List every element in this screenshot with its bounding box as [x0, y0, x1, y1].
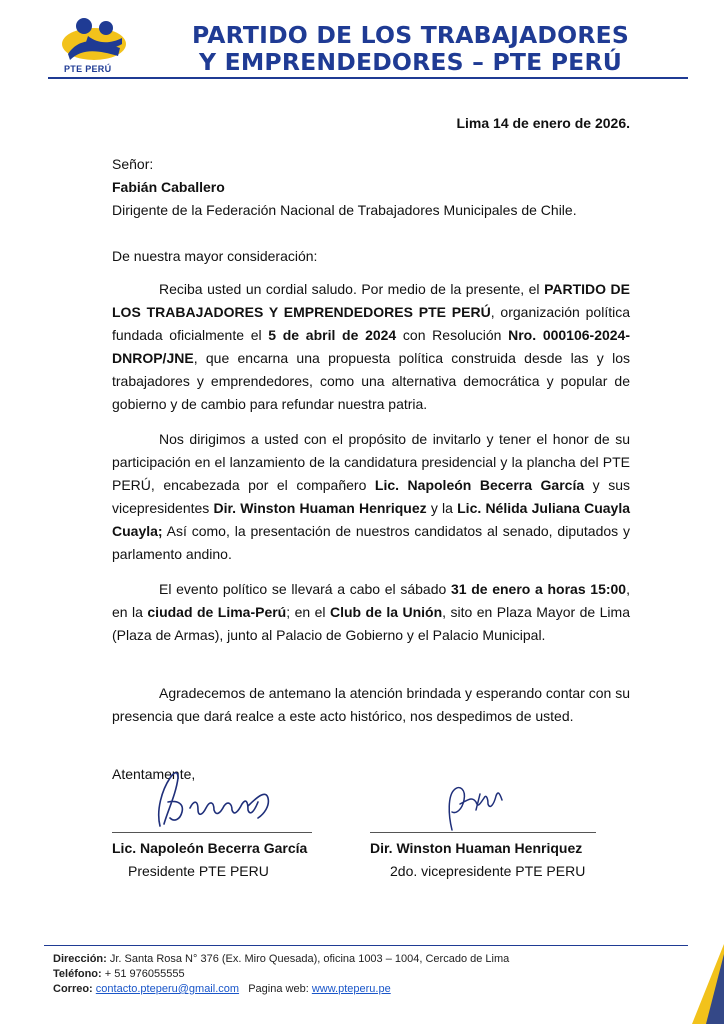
footer-contact	[53, 952, 509, 997]
corner-decoration-icon	[686, 944, 724, 1024]
closing-phrase: Atentamente,	[112, 766, 196, 782]
letter-date: Lima 14 de enero de 2026.	[456, 115, 630, 131]
paragraph-event-details: El evento político se llevará a cabo el sábado 31 de enero a horas 15:00, en la ciudad de Lima-Perú; en el Club de la Unión, sito en Plaza Mayor de Lima (Plaza de Armas), junto al Palacio de Gobierno y el Palacio Municipal.	[112, 581, 630, 643]
handwritten-signature-icon	[98, 760, 318, 840]
paragraph-invitation: Nos dirigimos a usted con el propósito de invitarlo y tener el honor de su participación en el lanzamiento de la candidatura presidencial y la plancha del PTE PERÚ, encabezada por el compañero Lic. Napoleón Becerra García y sus vicepresidentes Dir. Winston Huaman Henriquez y la Lic. Nélida Juliana Cuayla Cuayla; Así como, la presentación de nuestros candidatos al senado, diputados y parlamento andino.	[112, 431, 630, 562]
signature-block-president	[98, 760, 318, 880]
footer-phone: Teléfono: + 51 976055555	[53, 968, 185, 980]
footer-divider	[44, 945, 688, 946]
email-link[interactable]: contacto.pteperu@gmail.com	[95, 983, 240, 995]
greeting: De nuestra mayor consideración:	[112, 248, 318, 264]
handwritten-signature-icon	[368, 760, 598, 840]
recipient-block	[112, 153, 630, 222]
signatory-role: 2do. vicepresidente PTE PERU	[390, 863, 586, 879]
signature-line	[370, 832, 596, 833]
party-title-line-1: PARTIDO DE LOS TRABAJADORES	[192, 21, 629, 49]
logo-caption: PTE PERÚ	[64, 64, 112, 74]
signature-block-vicepresident	[368, 760, 598, 880]
recipient-title: Dirigente de la Federación Nacional de Trabajadores Municipales de Chile.	[112, 202, 577, 218]
signatory-name: Dir. Winston Huaman Henriquez	[370, 840, 583, 856]
paragraph-farewell: Agradecemos de antemano la atención brindada y esperando contar con su presencia que dará realce a este acto histórico, nos despedimos de usted.	[112, 685, 630, 724]
website-link[interactable]: www.pteperu.pe	[311, 983, 391, 995]
paragraph-introduction: Reciba usted un cordial saludo. Por medio de la presente, el PARTIDO DE LOS TRABAJADORES Y EMPRENDEDORES PTE PERÚ, organización política fundada oficialmente el 5 de abril de 2024 con Resolución Nro. 000106-2024-DNROP/JNE, que encarna una propuesta política construida desde las y los trabajadores y emprendedores, como una alternativa democrática y popular de gobierno y de cambio para refundar nuestra patria.	[112, 281, 630, 412]
party-title	[138, 22, 683, 76]
footer-address: Dirección: Jr. Santa Rosa N° 376 (Ex. Miro Quesada), oficina 1003 – 1004, Cercado de Lima	[53, 953, 510, 965]
recipient-name: Fabián Caballero	[112, 179, 225, 195]
party-title-line-2: Y EMPRENDEDORES – PTE PERÚ	[198, 48, 623, 76]
salutation: Señor:	[112, 156, 154, 172]
signature-line	[112, 832, 312, 833]
signatory-role: Presidente PTE PERU	[128, 863, 269, 879]
letter-body	[112, 112, 630, 786]
footer-email-web: Correo: contacto.pteperu@gmail.com Pagina web: www.pteperu.pe	[53, 983, 391, 995]
letterhead	[0, 0, 724, 82]
signatory-name: Lic. Napoleón Becerra García	[112, 840, 308, 856]
header-divider	[48, 77, 688, 79]
